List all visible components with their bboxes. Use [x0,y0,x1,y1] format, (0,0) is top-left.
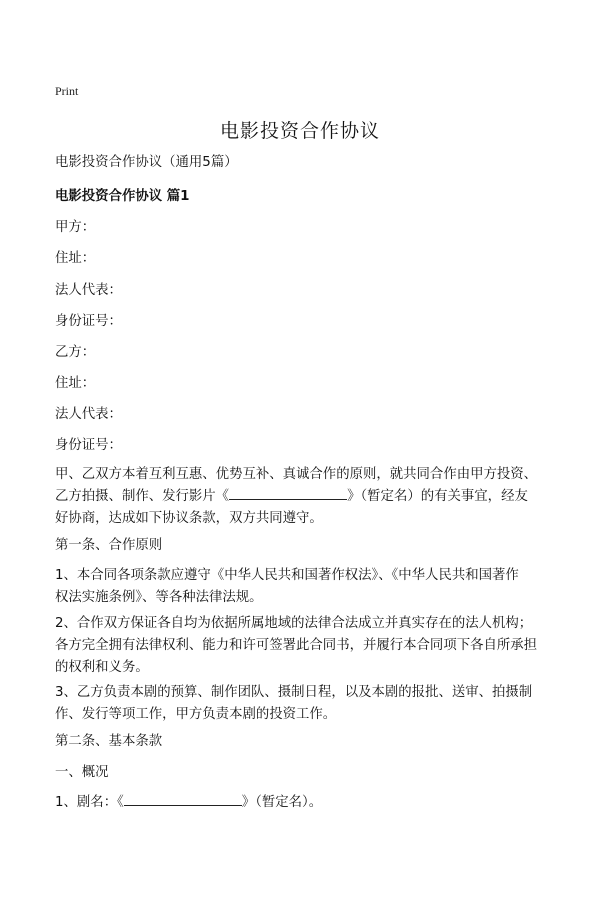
section-heading: 电影投资合作协议 篇1 [55,189,190,204]
article-1-item-2 [55,613,555,679]
article-1-item-2-line-3: 的权利和义务。 [55,660,149,675]
document-title: 电影投资合作协议 [219,120,380,142]
film-name-blank [124,793,242,806]
article-2-heading: 第二条、基本条款 [55,734,163,749]
article-1-item-3-line-1: 3、乙方负责本剧的预算、制作团队、摄制日程，以及本剧的报批、送审、拍摄制 [55,685,533,700]
film-name-end: 》（暂定名）。 [241,795,323,810]
party-b-label: 乙方： [55,345,96,360]
article-1-item-3 [55,682,555,726]
article-1-item-3-line-2: 作、发行等项工作，甲方负责本剧的投资工作。 [55,707,337,722]
overview-heading: 一、概况 [55,765,109,780]
intro-line-2 [55,486,555,508]
party-b-id-label: 身份证号： [55,438,122,453]
party-b-address-label: 住址： [55,376,96,391]
party-b-legal-rep-label: 法人代表： [55,407,122,422]
intro-line-1: 甲、乙双方本着互利互惠、优势互补、真诚合作的原则，就共同合作由甲方投资、 [55,467,538,482]
document-subtitle: 电影投资合作协议（通用5篇） [55,155,238,170]
intro-paragraph [55,464,555,530]
party-a-address-label: 住址： [55,251,96,266]
party-a-legal-rep-label: 法人代表： [55,283,122,298]
party-a-label: 甲方： [55,220,96,235]
party-a-id-label: 身份证号： [55,314,122,329]
article-1-item-2-line-1: 2、合作双方保证各自均为依据所属地域的法律合法成立并真实存在的法人机构； [55,616,533,631]
article-1-item-1-line-2: 权法实施条例》、等各种法律法规。 [55,590,263,605]
article-1-item-1 [55,565,555,609]
article-1-heading: 第一条、合作原则 [55,538,163,553]
film-name-line [55,792,322,814]
intro-line-2-start: 乙方拍摄、制作、发行影片《 [55,489,230,504]
film-title-blank [229,487,347,500]
article-1-item-1-line-1: 1、本合同各项条款应遵守《中华人民共和国著作权法》、《中华人民共和国著作 [55,568,519,583]
print-label: Print [55,84,79,98]
intro-line-2-end: 》（暂定名）的有关事宜，经友 [347,489,528,504]
article-1-item-2-line-2: 各方完全拥有法律权利、能力和许可签署此合同书，并履行本合同项下各自所承担 [55,638,538,653]
film-name-start: 1、剧名：《 [55,795,124,810]
intro-line-3: 好协商，达成如下协议条款，双方共同遵守。 [55,511,323,526]
